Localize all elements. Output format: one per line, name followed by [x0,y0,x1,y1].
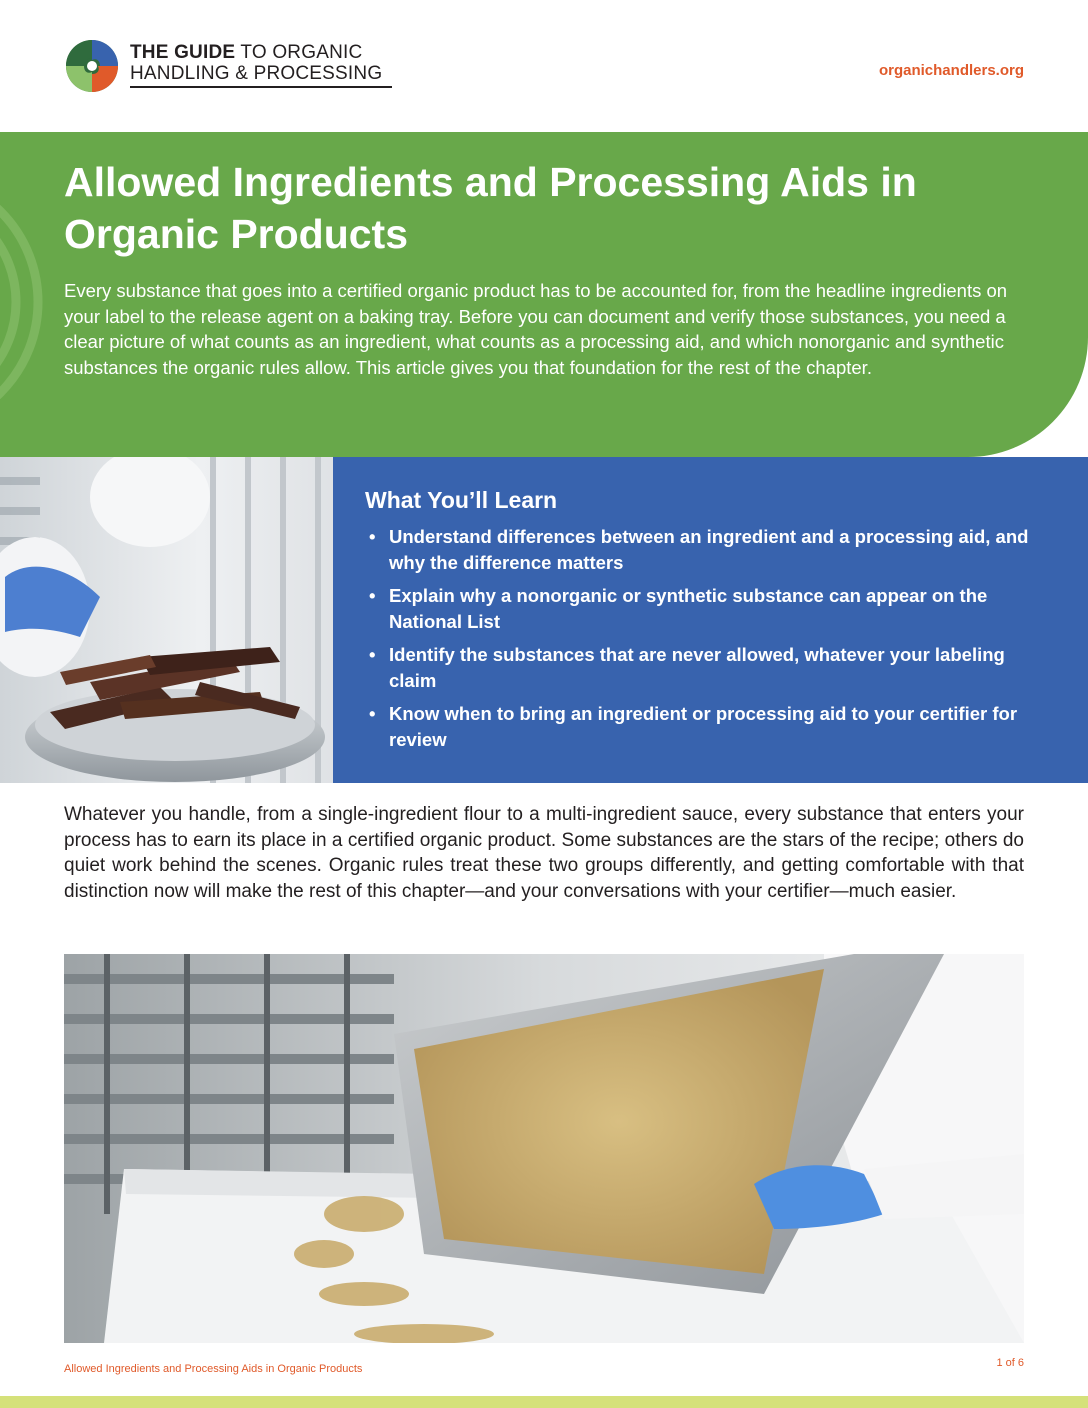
list-item [365,701,1055,752]
chocolate-photo [0,457,333,783]
footer-title: Allowed Ingredients and Processing Aids in Organic Products [64,1363,363,1375]
page-number: 1 of 6 [996,1357,1024,1369]
logo-underline [130,86,392,88]
learning-objectives-panel [333,457,1088,783]
oats-photo [64,954,1024,1343]
learn-item-text: Understand differences between an ingredient and a processing aid, and why the difference matters [389,526,1029,573]
footer-bar [0,1396,1088,1408]
list-item [365,583,1055,634]
bullet-icon: • [369,585,376,606]
page-title: Allowed Ingredients and Processing Aids in Organic Products [64,159,917,257]
intro-paragraph: Every substance that goes into a certified organic product has to be accounted for, from the headline ingredients on your label to the release agent on a baking tray. Before you can document and verify those substances, you need a clear picture of what counts as an ingredient, what counts as a processing aid, and which nonorganic and synthetic substances the organic rules allow. This article gives you that foundation for the rest of the chapter. [64,280,1008,378]
learn-heading: What You’ll Learn [365,487,558,513]
learn-item-text: Explain why a nonorganic or synthetic substance can appear on the National List [389,585,988,632]
bullet-icon: • [369,644,376,665]
hero-banner [0,132,1088,457]
body-paragraph: Whatever you handle, from a single-ingredient flour to a multi-ingredient sauce, every substance that enters your process has to earn its place in a certified organic product. Some substances are the stars of the recipe; others do quiet work behind the scenes. Organic rules treat these two groups differently, and getting comfortable with that distinction now will make the rest of this chapter—and your conversations with your certifier—much easier. [64,804,1024,902]
logo-text [130,42,382,84]
list-item [365,524,1055,575]
site-url-link[interactable]: organichandlers.org [878,62,1024,79]
bullet-icon: • [369,703,376,724]
logo-line2: HANDLING & PROCESSING [130,63,383,84]
decorative-arcs [0,132,60,457]
puzzle-globe-icon [64,38,120,94]
logo-line1-rest: TO ORGANIC [235,42,363,63]
logo [64,38,394,94]
logo-line1-bold: THE GUIDE [130,42,236,63]
learn-item-text: Know when to bring an ingredient or processing aid to your certifier for review [389,703,1018,750]
list-item [365,642,1055,693]
learn-item-text: Identify the substances that are never allowed, whatever your labeling claim [389,644,1005,691]
bullet-icon: • [369,526,376,547]
learn-list [365,524,1055,760]
